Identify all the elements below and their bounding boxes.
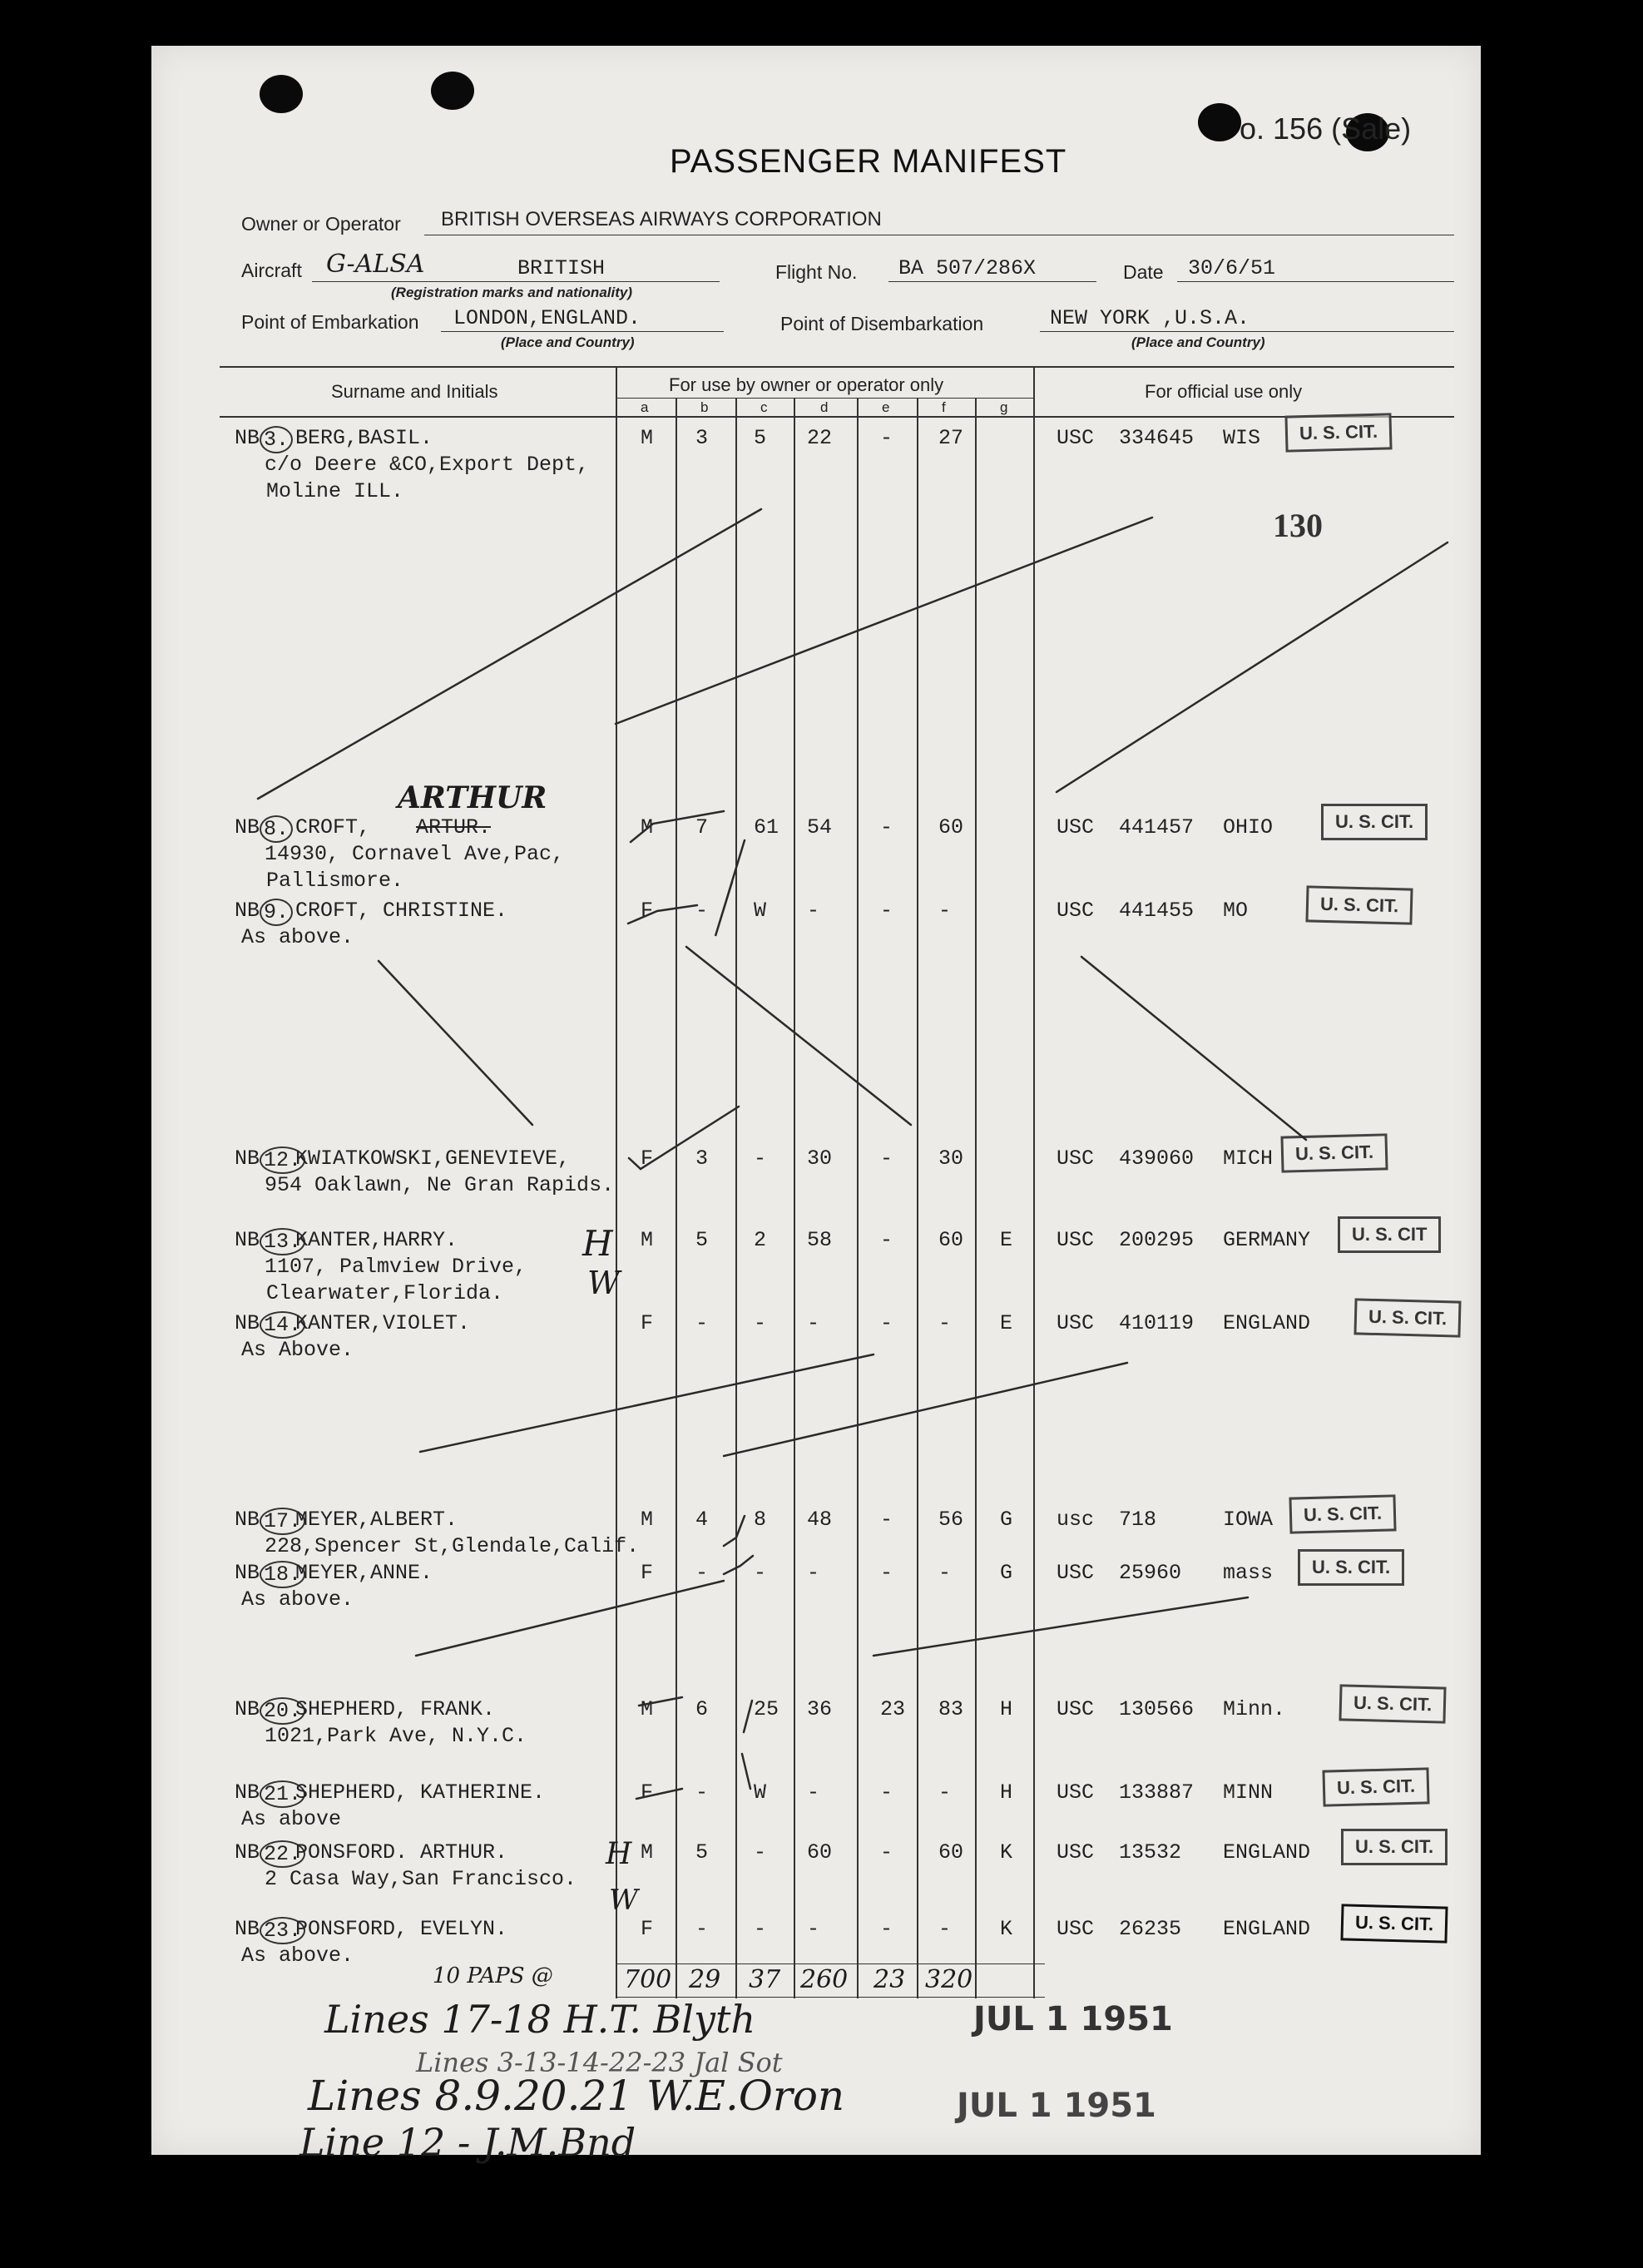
passenger-address: c/o Deere &CO,Export Dept, [265,453,590,477]
passenger-name: PONSFORD, EVELYN. [295,1917,508,1941]
cell-f: - [938,1917,952,1941]
cell-g: G [1000,1508,1013,1532]
us-cit-stamp: U. S. CIT [1338,1216,1441,1253]
row-nb: NB [235,1508,260,1532]
cell-a: M [641,815,654,839]
us-cit-stamp: U. S. CIT. [1289,1494,1396,1533]
cell-c: W [754,1780,767,1805]
passenger-name: SHEPHERD, FRANK. [295,1697,496,1721]
col-header-owner: For use by owner or operator only [669,374,944,395]
passenger-address: 14930, Cornavel Ave,Pac, [265,842,565,866]
row-nb: NB [235,1311,260,1335]
us-cit-stamp: U. S. CIT. [1280,1133,1388,1172]
subcol-e: e [882,399,890,415]
naturalization-place: IOWA [1223,1508,1274,1532]
check-mark [715,840,745,936]
row-number: 22. [260,1840,305,1868]
passenger-address: As Above. [241,1338,354,1362]
flight-number: BA 507/286X [898,256,1037,280]
passenger-name: KANTER,HARRY. [295,1228,458,1252]
cell-c: 25 [754,1697,779,1721]
citizenship-code: USC [1057,1228,1095,1252]
cell-c: - [754,1840,767,1864]
total-a: 700 [624,1965,672,1994]
row-number: 3. [260,426,293,453]
citizenship-code: USC [1057,1840,1095,1864]
passenger-address: 954 Oaklawn, Ne Gran Rapids. [265,1173,615,1197]
citizenship-code: USC [1057,1917,1095,1941]
cell-c: 2 [754,1228,767,1252]
certificate-number: 441457 [1119,815,1195,839]
naturalization-place: OHIO [1223,815,1274,839]
cell-d: 58 [807,1228,833,1252]
embark-place-note: (Place and Country) [501,334,635,350]
col-header-official: For official use only [1145,381,1303,402]
cell-e: - [880,1917,893,1941]
date-stamp: JUL 1 1951 [957,2087,1156,2125]
row-nb: NB [235,1561,260,1585]
cell-a: M [641,1840,654,1864]
subcol-f: f [942,399,946,415]
us-cit-stamp: U. S. CIT. [1321,804,1428,840]
cell-a: F [641,1311,654,1335]
certificate-number: 200295 [1119,1228,1195,1252]
cell-b: 5 [695,1840,709,1864]
passenger-address: 2 Casa Way,San Francisco. [265,1867,577,1891]
date-stamp: JUL 1 1951 [973,2000,1173,2038]
cell-c: 61 [754,815,779,839]
naturalization-place: ENGLAND [1223,1311,1311,1335]
us-cit-stamp: U. S. CIT. [1353,1298,1461,1337]
strike-line [379,961,532,1125]
handwritten-note: Lines 8.9.20.21 W.E.Oron [308,2072,845,2120]
cell-e: - [880,1146,893,1171]
cell-a: F [641,1780,654,1805]
row-nb: NB [235,1780,260,1805]
citizenship-code: USC [1057,1780,1095,1805]
cell-b: - [695,1917,709,1941]
row-number: 21. [260,1780,305,1808]
naturalization-place: mass [1223,1561,1274,1585]
cell-c: - [754,1311,767,1335]
cell-b: - [695,1780,709,1805]
citizenship-code: usc [1057,1508,1095,1532]
check-mark [724,1516,745,1546]
row-number: 13. [260,1228,305,1255]
disembark-place-note: (Place and Country) [1131,334,1265,350]
cell-d: 22 [807,426,833,450]
row-number: 17. [260,1508,305,1535]
page-title: PASSENGER MANIFEST [670,143,1067,180]
row-nb: NB [235,426,260,450]
manifest-number: o. 156 (Sale) [1240,111,1412,146]
us-cit-stamp: U. S. CIT. [1298,1549,1404,1586]
cell-e: - [880,1561,893,1585]
citizenship-code: USC [1057,1146,1095,1171]
cell-g: E [1000,1311,1013,1335]
passenger-address: As above. [241,1944,354,1968]
disembark-value: NEW YORK ,U.S.A. [1050,306,1250,330]
cell-a: F [641,1561,654,1585]
subcol-a: a [641,399,649,415]
subcol-c: c [760,399,768,415]
strike-line [873,1597,1248,1656]
cell-c: - [754,1146,767,1171]
cell-a: F [641,1146,654,1171]
check-mark [744,1701,752,1732]
cell-g: E [1000,1228,1013,1252]
passenger-name: CROFT, CHRISTINE. [295,899,508,923]
total-d: 260 [800,1965,849,1994]
cell-d: 54 [807,815,833,839]
cell-e: - [880,1311,893,1335]
cell-c: - [754,1561,767,1585]
cell-e: - [880,1508,893,1532]
passenger-name: KWIATKOWSKI,GENEVIEVE, [295,1146,571,1171]
struck-name: ARTUR. [416,815,492,839]
row-nb: NB [235,1228,260,1252]
passenger-name: MEYER,ANNE. [295,1561,433,1585]
cell-a: F [641,899,654,923]
us-cit-stamp: U. S. CIT. [1339,1684,1446,1723]
row-number: 23. [260,1917,305,1944]
cell-c: 8 [754,1508,767,1532]
name-correction: ARTHUR [398,780,547,815]
aircraft-nationality: BRITISH [517,256,606,280]
us-cit-stamp: U. S. CIT. [1284,413,1392,452]
cell-b: 3 [695,1146,709,1171]
cell-d: - [807,899,820,923]
us-cit-stamp: U. S. CIT. [1322,1767,1429,1806]
citizenship-code: USC [1057,899,1095,923]
margin-mark: W [587,1265,621,1301]
disembark-label: Point of Disembarkation [780,313,984,334]
cell-f: 60 [938,815,964,839]
naturalization-place: Minn. [1223,1697,1286,1721]
passenger-name: BERG,BASIL. [295,426,433,450]
cell-b: 6 [695,1697,709,1721]
cell-d: - [807,1917,820,1941]
citizenship-code: USC [1057,426,1095,450]
handwritten-note: Lines 3-13-14-22-23 Jal Sot [416,2047,783,2078]
cell-e: - [880,1840,893,1864]
passenger-address: Pallismore. [266,869,404,893]
cell-a: M [641,426,654,450]
naturalization-place: MICH [1223,1146,1274,1171]
total-b: 29 [689,1965,721,1994]
cell-b: - [695,899,709,923]
naturalization-place: WIS [1223,426,1261,450]
passenger-address: Clearwater,Florida. [266,1281,504,1305]
cell-a: F [641,1917,654,1941]
passenger-address: Moline ILL. [266,479,404,503]
date-label: Date [1123,261,1164,283]
naturalization-place: GERMANY [1223,1228,1311,1252]
citizenship-code: USC [1057,1561,1095,1585]
cell-b: 4 [695,1508,709,1532]
cell-a: M [641,1508,654,1532]
strike-line [1081,957,1306,1140]
flight-label: Flight No. [775,261,858,283]
aircraft-label: Aircraft [241,260,302,281]
certificate-number: 25960 [1119,1561,1182,1585]
cell-d: - [807,1561,820,1585]
certificate-number: 26235 [1119,1917,1182,1941]
cell-e: 23 [880,1697,906,1721]
cell-c: 5 [754,426,767,450]
strike-line [686,947,911,1125]
cell-e: - [880,815,893,839]
certificate-number: 13532 [1119,1840,1182,1864]
strike-line [416,1581,724,1656]
cell-g: K [1000,1840,1013,1864]
passenger-name: CROFT, [295,815,371,839]
cell-f: 30 [938,1146,964,1171]
cell-g: G [1000,1561,1013,1585]
cell-e: - [880,1780,893,1805]
margin-mark: H [582,1223,613,1264]
date-value: 30/6/51 [1188,256,1276,280]
margin-mark: W [609,1884,638,1917]
certificate-number: 441455 [1119,899,1195,923]
citizenship-code: USC [1057,815,1095,839]
check-mark [628,905,697,924]
margin-mark: H [606,1837,632,1871]
check-mark [639,1697,682,1706]
naturalization-place: ENGLAND [1223,1840,1311,1864]
certificate-number: 718 [1119,1508,1157,1532]
page-count: 130 [1273,507,1323,544]
aircraft-registration: G-ALSA [326,250,425,279]
row-number: 18. [260,1561,305,1588]
handwritten-note: Line 12 - J.M.Bnd [299,2120,636,2165]
cell-d: 48 [807,1508,833,1532]
passenger-address: As above [241,1807,342,1831]
row-number: 12. [260,1146,305,1174]
row-nb: NB [235,899,260,923]
certificate-number: 334645 [1119,426,1195,450]
cell-a: M [641,1697,654,1721]
passenger-address: 1107, Palmview Drive, [265,1255,527,1279]
check-mark [742,1754,750,1789]
check-mark [631,811,724,842]
cell-f: - [938,1311,952,1335]
check-mark [636,1789,682,1799]
row-number: 20. [260,1697,305,1725]
certificate-number: 439060 [1119,1146,1195,1171]
cell-f: - [938,1561,952,1585]
strike-line [616,517,1152,724]
cell-f: - [938,1780,952,1805]
cell-a: M [641,1228,654,1252]
owner-value: BRITISH OVERSEAS AIRWAYS CORPORATION [441,208,882,230]
row-nb: NB [235,1146,260,1171]
passenger-address: As above. [241,1587,354,1612]
passenger-name: PONSFORD. ARTHUR. [295,1840,508,1864]
cell-b: - [695,1561,709,1585]
cell-b: 7 [695,815,709,839]
check-mark [629,1107,739,1169]
owner-label: Owner or Operator [241,213,401,235]
total-f: 320 [925,1965,973,1994]
naturalization-place: MO [1223,899,1249,923]
cell-g: H [1000,1780,1013,1805]
certificate-number: 130566 [1119,1697,1195,1721]
citizenship-code: USC [1057,1311,1095,1335]
naturalization-place: ENGLAND [1223,1917,1311,1941]
check-mark [724,1556,753,1574]
cell-f: 60 [938,1840,964,1864]
passenger-address: As above. [241,925,354,949]
cell-f: 56 [938,1508,964,1532]
row-nb: NB [235,1840,260,1864]
cell-f: 60 [938,1228,964,1252]
passenger-address: 228,Spencer St,Glendale,Calif. [265,1534,640,1558]
strike-line [1057,542,1448,792]
cell-g: H [1000,1697,1013,1721]
totals-label: 10 PAPS @ [433,1963,553,1988]
total-c: 37 [749,1965,781,1994]
strike-line [258,509,761,799]
certificate-number: 410119 [1119,1311,1195,1335]
cell-d: 30 [807,1146,833,1171]
row-nb: NB [235,1917,260,1941]
total-e: 23 [873,1965,906,1994]
certificate-number: 133887 [1119,1780,1195,1805]
col-header-surname: Surname and Initials [331,381,498,402]
row-number: 8. [260,815,293,843]
cell-b: - [695,1311,709,1335]
cell-d: - [807,1311,820,1335]
passenger-name: KANTER,VIOLET. [295,1311,471,1335]
subcol-d: d [820,399,829,415]
naturalization-place: MINN [1223,1780,1274,1805]
cell-b: 3 [695,426,709,450]
cell-f: 83 [938,1697,964,1721]
row-nb: NB [235,1697,260,1721]
cell-e: - [880,899,893,923]
registration-note: (Registration marks and nationality) [391,285,632,300]
cell-d: 36 [807,1697,833,1721]
passenger-name: SHEPHERD, KATHERINE. [295,1780,546,1805]
cell-d: - [807,1780,820,1805]
embark-label: Point of Embarkation [241,311,419,333]
cell-f: - [938,899,952,923]
passenger-address: 1021,Park Ave, N.Y.C. [265,1724,527,1748]
cell-e: - [880,426,893,450]
cell-d: 60 [807,1840,833,1864]
us-cit-stamp: U. S. CIT. [1340,1904,1448,1943]
cell-b: 5 [695,1228,709,1252]
cell-c: W [754,899,767,923]
us-cit-stamp: U. S. CIT. [1341,1829,1448,1865]
cell-c: - [754,1917,767,1941]
cell-g: K [1000,1917,1013,1941]
subcol-g: g [1000,399,1008,415]
row-nb: NB [235,815,260,839]
row-number: 14. [260,1311,305,1339]
citizenship-code: USC [1057,1697,1095,1721]
subcol-b: b [700,399,709,415]
passenger-name: MEYER,ALBERT. [295,1508,458,1532]
cell-e: - [880,1228,893,1252]
strike-line [724,1363,1127,1456]
us-cit-stamp: U. S. CIT. [1305,885,1413,924]
cell-f: 27 [938,426,964,450]
handwritten-note: Lines 17-18 H.T. Blyth [324,1997,756,2042]
embark-value: LONDON,ENGLAND. [453,306,641,330]
row-number: 9. [260,899,293,926]
